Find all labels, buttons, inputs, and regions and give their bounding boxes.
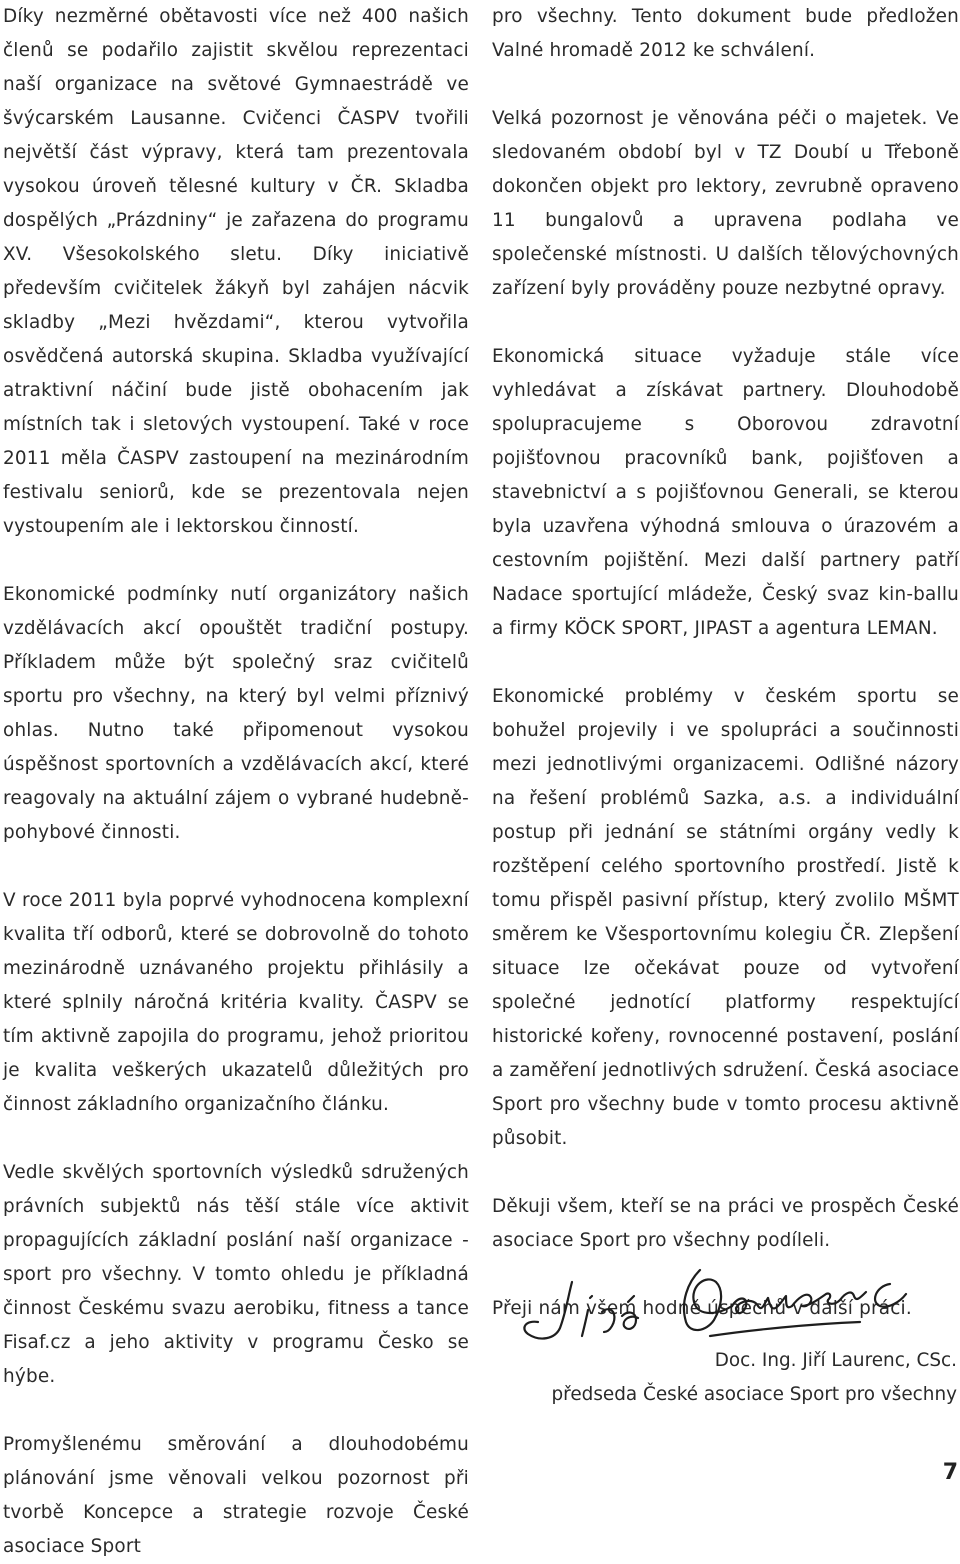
body-paragraph: V roce 2011 byla poprvé vyhodnocena komplexní kvalita tří odborů, které se dobrovolně do tohoto mezinárodně uznávaného projektu přihlásily a které splnily náročná kritéria kvality. ČASPV se tím aktivně zapojila do programu, jehož prioritou je kvalita veškerých ukazatelů důležitých pro činnost základního organizačního článku. bbox=[3, 890, 469, 1115]
body-paragraph: Děkuji všem, kteří se na práci ve prospěch České asociace Sport pro všechny podíleli. bbox=[492, 1196, 959, 1251]
body-paragraph: Velká pozornost je věnována péči o majetek. Ve sledovaném období byl v TZ Doubí u Třeboně dokončen objekt pro lektory, zevrubně opraveno 11 bungalovů a upravena podlaha ve společenské místnosti. U dalších tělovýchovných zařízení byly prováděny pouze nezbytné opravy. bbox=[492, 108, 959, 299]
page-number: 7 bbox=[942, 1460, 958, 1485]
right-column bbox=[492, 0, 959, 1326]
left-column bbox=[3, 0, 469, 1564]
body-paragraph: Díky nezměrné obětavosti více než 400 našich členů se podařilo zajistit skvělou reprezentaci naší organizace na světové Gymnaestrádě ve švýcarském Lausanne. Cvičenci ČASPV tvořili největší část výpravy, která tam prezentovala vysokou úroveň tělesné kultury v ČR. Skladba dospělých „Prázdniny“ je zařazena do programu XV. Všesokolského sletu. Díky iniciativě především cvičitelek žákyň byl zahájen nácvik skladby „Mezi hvězdami“, kterou vytvořila osvědčená autorská skupina. Skladba využívající atraktivní náčiní bude jistě obohacením jak místních tak i sletových vystoupení. Také v roce 2011 měla ČASPV zastoupení na mezinárodním festivalu seniorů, kde se prezentovala nejen vystoupením ale i lektorskou činností. bbox=[3, 6, 469, 537]
body-paragraph: Ekonomické podmínky nutí organizátory našich vzdělávacích akcí opouštět tradiční postupy. Příkladem může být společný sraz cvičitelů sportu pro všechny, na který byl velmi příznivý ohlas. Nutno také připomenout vysokou úspěšnost sportovních a vzdělávacích akcí, které reagovaly na aktuální zájem o vybrané hudebně-pohybové činnosti. bbox=[3, 584, 469, 843]
body-paragraph: pro všechny. Tento dokument bude předložen Valné hromadě 2012 ke schválení. bbox=[492, 6, 959, 61]
body-paragraph: Ekonomická situace vyžaduje stále více vyhledávat a získávat partnery. Dlouhodobě spolupracujeme s Oborovou zdravotní pojišťovnou pracovníků bank, pojišťoven a stavebnictví a s pojišťovnou Generali, se kterou byla uzavřena výhodná smlouva o úrazovém a cestovním pojištění. Mezi další partnery patří Nadace sportující mládeže, Český svaz kin-ballu a firmy KÖCK SPORT, JIPAST a agentura LEMAN. bbox=[492, 346, 959, 639]
signer-name: Doc. Ing. Jiří Laurenc, CSc. bbox=[714, 1350, 957, 1371]
signer-role: předseda České asociace Sport pro všechny bbox=[551, 1384, 957, 1405]
body-paragraph: Promyšlenému směrování a dlouhodobému plánování jsme věnovali velkou pozornost při tvorbě Koncepce a strategie rozvoje České asociace Sport bbox=[3, 1434, 469, 1557]
body-paragraph: Vedle skvělých sportovních výsledků sdružených právních subjektů nás těší stále více aktivit propagujících základní poslání naší organizace - sport pro všechny. V tomto ohledu je příkladná činnost Českému svazu aerobiku, fitness a tance Fisaf.cz a jeho aktivity v programu Česko se hýbe. bbox=[3, 1162, 469, 1387]
body-paragraph: Ekonomické problémy v českém sportu se bohužel projevily i ve spolupráci a součinnosti mezi jednotlivými organizacemi. Odlišné názory na řešení problémů Sazka, a.s. a individuální postup při jednání se státními orgány vedly k rozštěpení celého sportovního prostředí. Jistě k tomu přispěl pasivní přístup, který zvolilo MŠMT směrem ke Všesportovnímu kolegiu ČR. Zlepšení situace lze očekávat pouze od vytvoření společné jednotící platformy respektující historické kořeny, rovnocenné postavení, poslání a zaměření jednotlivých sdružení. Česká asociace Sport pro všechny bude v tomto procesu aktivně působit. bbox=[492, 686, 959, 1149]
body-paragraph: Přeji nám všem hodně úspěchů v další práci. bbox=[492, 1298, 912, 1319]
handwritten-signature bbox=[510, 1262, 960, 1346]
